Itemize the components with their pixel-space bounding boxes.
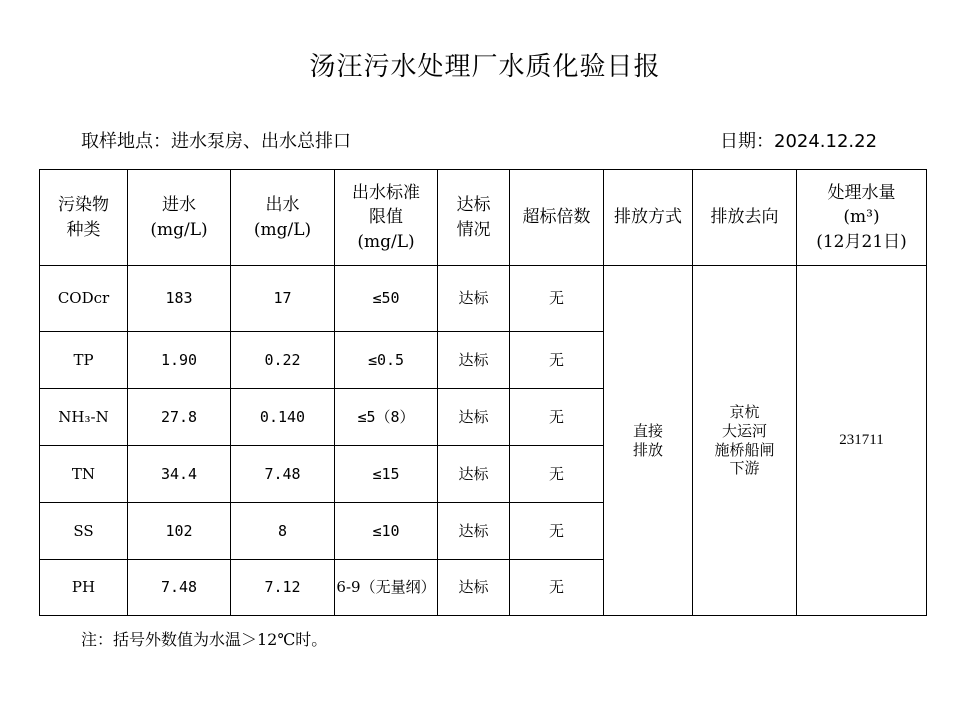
status-value: 达标 — [438, 446, 510, 503]
discharge-method-line2: 排放 — [632, 440, 663, 459]
outflow-value: 17 — [231, 266, 335, 332]
pollutant-name: SS — [40, 503, 128, 560]
exceed-value: 无 — [510, 266, 604, 332]
limit-value: ≤50 — [335, 266, 438, 332]
report-date: 日期：2024.12.22 — [720, 131, 878, 152]
header-volume-line1: 处理水量 — [827, 182, 896, 203]
exceed-value: 无 — [510, 560, 604, 616]
status-value: 达标 — [438, 560, 510, 616]
outflow-value: 7.48 — [231, 446, 335, 503]
header-volume-line2: (m³) — [843, 207, 880, 228]
sampling-location: 取样地点：进水泵房、出水总排口 — [81, 131, 351, 152]
header-inflow-line1: 进水 — [162, 194, 196, 215]
limit-value: 6-9（无量纲） — [335, 560, 438, 616]
pollutant-name: TP — [40, 332, 128, 389]
discharge-method-line1: 直接 — [632, 421, 663, 440]
header-compliance-line2: 情况 — [456, 219, 491, 240]
header-outflow — [231, 170, 335, 266]
discharge-dest-line1: 京杭 — [729, 403, 760, 421]
header-pollutant-line2: 种类 — [66, 219, 101, 240]
outflow-value: 8 — [231, 503, 335, 560]
status-value: 达标 — [438, 503, 510, 560]
header-volume — [797, 170, 927, 266]
exceed-value: 无 — [510, 446, 604, 503]
footnote: 注：括号外数值为水温＞12℃时。 — [81, 630, 328, 649]
limit-value: ≤10 — [335, 503, 438, 560]
inflow-value: 7.48 — [128, 560, 231, 616]
exceed-value: 无 — [510, 389, 604, 446]
discharge-method-cell — [604, 266, 693, 616]
header-outflow-line2: (mg/L) — [253, 219, 312, 240]
table-row — [40, 266, 927, 332]
header-pollutant-line1: 污染物 — [58, 194, 109, 215]
header-inflow — [128, 170, 231, 266]
header-discharge-method: 排放方式 — [604, 170, 693, 266]
limit-value: ≤5（8） — [335, 389, 438, 446]
header-pollutant — [40, 170, 128, 266]
header-discharge-dest: 排放去向 — [693, 170, 797, 266]
header-limit-line2: 限值 — [369, 207, 403, 228]
outflow-value: 0.22 — [231, 332, 335, 389]
table-header-row — [40, 170, 927, 266]
pollutant-name: PH — [40, 560, 128, 616]
status-value: 达标 — [438, 266, 510, 332]
discharge-dest-line3: 施桥船闸 — [714, 440, 775, 459]
pollutant-name: TN — [40, 446, 128, 503]
inflow-value: 1.90 — [128, 332, 231, 389]
status-value: 达标 — [438, 389, 510, 446]
discharge-dest-line4: 下游 — [729, 459, 760, 478]
report-title: 汤汪污水处理厂水质化验日报 — [309, 52, 661, 82]
exceed-value: 无 — [510, 503, 604, 560]
header-limit — [335, 170, 438, 266]
discharge-dest-cell — [693, 266, 797, 616]
pollutant-name: NH₃-N — [40, 389, 128, 446]
outflow-value: 0.140 — [231, 389, 335, 446]
outflow-value: 7.12 — [231, 560, 335, 616]
limit-value: ≤0.5 — [335, 332, 438, 389]
limit-value: ≤15 — [335, 446, 438, 503]
treated-volume-value: 231711 — [797, 266, 927, 616]
header-outflow-line1: 出水 — [265, 194, 300, 215]
status-value: 达标 — [438, 332, 510, 389]
header-exceed: 超标倍数 — [510, 170, 604, 266]
header-limit-line1: 出水标准 — [352, 182, 420, 203]
header-volume-line3: (12月21日) — [816, 231, 907, 252]
inflow-value: 34.4 — [128, 446, 231, 503]
discharge-dest-line2: 大运河 — [721, 421, 767, 440]
header-inflow-line2: (mg/L) — [150, 219, 208, 240]
inflow-value: 183 — [128, 266, 231, 332]
inflow-value: 102 — [128, 503, 231, 560]
header-compliance-line1: 达标 — [456, 194, 491, 215]
pollutant-name: CODcr — [40, 266, 128, 332]
inflow-value: 27.8 — [128, 389, 231, 446]
header-compliance — [438, 170, 510, 266]
header-limit-line3: (mg/L) — [357, 231, 415, 252]
water-quality-table — [39, 169, 927, 616]
exceed-value: 无 — [510, 332, 604, 389]
